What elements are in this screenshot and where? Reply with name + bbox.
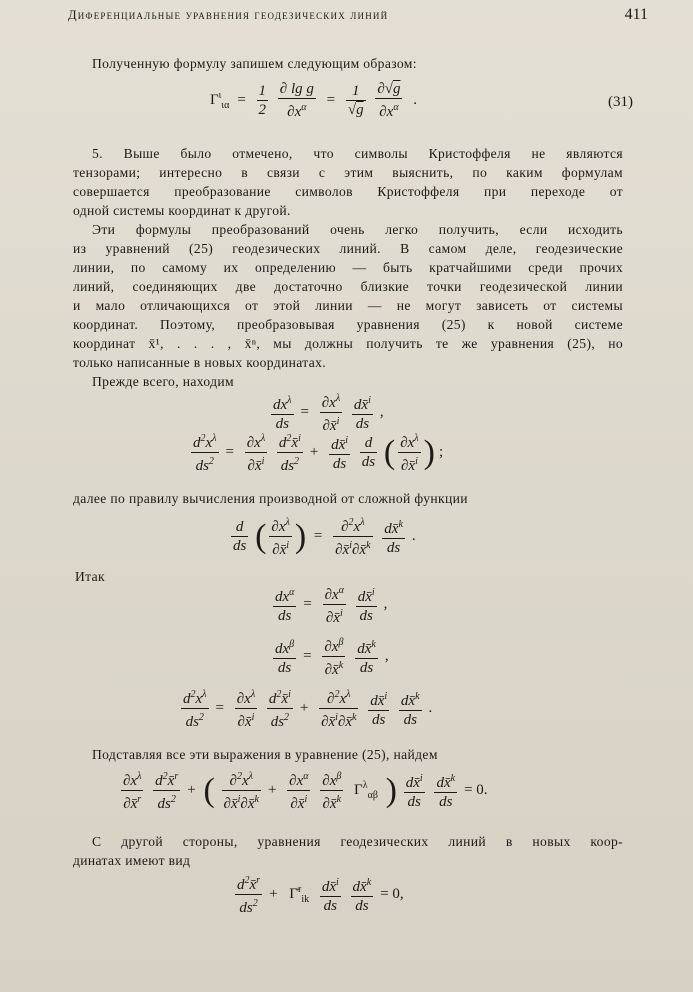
equation-31: $\Gamma^\iota_{\iota\alpha}$ = $\frac{1}{2}$ $\frac{\text{∂ lg g}}{\partial x^\alpha}$ = $\frac{1}{√g}$ $\frac{\partial√g}{\partial x^\alpha}$ . <box>210 81 417 120</box>
other-side-line: динатах имеют вид <box>73 853 191 868</box>
paragraph-5-line: 5. Выше было отмечено, что символы Кристоффеля не являются <box>92 146 623 161</box>
running-title: Диференциальные уравнения геодезических линий <box>68 8 389 22</box>
chain-rule-line: далее по правилу вычисления производной от сложной функции <box>73 491 468 506</box>
paragraph-6-line: из уравнений (25) геодезических линий. В самом деле, геодезические <box>73 241 623 256</box>
other-side-line: С другой стороны, уравнения геодезических линий в новых коор- <box>92 834 623 849</box>
equation-dx-beta: $\frac{dx^\beta}{ds}$ = $\frac{\partial x^\beta}{\partial x̄^k}$ $\frac{dx̄^k}{ds}$ , <box>275 637 389 678</box>
paragraph-6-line: координат x̄¹, . . . , x̄ⁿ, мы должны получить те же уравнения (25), но <box>73 336 623 351</box>
paragraph-5-line: совершается преобразование символов Кристоффеля при переходе от <box>73 184 623 199</box>
equation-31-number: (31) <box>608 94 633 110</box>
equation-dx-ds: $\frac{dx^\lambda}{ds}$ = $\frac{\partial x^\lambda}{\partial x̄^i}$ $\frac{dx̄^i}{ds}$ , <box>273 393 384 434</box>
paragraph-6-line: координат. Поэтому, преобразовывая уравнения (25) к новой системе <box>73 317 623 332</box>
paragraph-6-line: и мало отличающихся от этой линии — не могут зависеть от системы <box>73 298 623 313</box>
paragraph-5-line: одной системы координат к другой. <box>73 203 291 218</box>
itak-line: Итак <box>75 569 105 584</box>
running-header <box>68 8 648 23</box>
page-number: 411 <box>624 6 648 23</box>
equation-new-geodesic: $\frac{d^2x̄^r}{ds^2}$ + Γ̄$^r_{ik}$ $\frac{dx̄^i}{ds}$ $\frac{dx̄^k}{ds}$ = 0, <box>237 875 404 916</box>
paragraph-6-line: линий, соединяющих две достаточно близкие точки геодезической линии <box>73 279 623 294</box>
paragraph-5-line: тензорами; интересно в связи с этим выяснить, по каким формулам <box>73 165 623 180</box>
paragraph-6-line: Эти формулы преобразований очень легко получить, если исходить <box>92 222 623 237</box>
substituting-line: Подставляя все эти выражения в уравнение (25), найдем <box>92 747 438 762</box>
first-find-line: Прежде всего, находим <box>92 374 234 389</box>
paragraph-6-line: линии, по самому их определению — быть кратчайшими среди прочих <box>73 260 623 275</box>
intro-line: Полученную формулу запишем следующим образом: <box>92 56 417 71</box>
equation-dx-alpha: $\frac{dx^\alpha}{ds}$ = $\frac{\partial x^\alpha}{\partial x̄^i}$ $\frac{dx̄^i}{ds}$ , <box>275 585 388 626</box>
equation-derivative-of-jacobian: $\frac{d}{ds}$ ( $\frac{\partial x^\lambda}{\partial x̄^i}$ ) = $\frac{\partial^2x^\lambda}{\partial x̄^i\partial x̄^k}$ $\frac{dx̄^k}{ds}$ . <box>233 517 416 558</box>
equation-substituted: $\frac{\partial x^\lambda}{\partial x̄^r}$ $\frac{d^2x̄^r}{ds^2}$ + ( $\frac{\partial^2x^\lambda}{\partial x̄^i\partial x̄^k}$ + $\frac{\partial x^\alpha}{\partial x̄^i}$ $\frac{\partial x^\beta}{\partial x̄^k}$ $\Gamma^\lambda_{\alpha\beta}$ ) $\frac{dx̄^i}{ds}$ $\frac{dx̄^k}{ds}$ = 0. <box>123 771 488 812</box>
equation-d2x-ds2: $\frac{d^2x^\lambda}{ds^2}$ = $\frac{\partial x^\lambda}{\partial x̄^i}$ $\frac{d^2x̄^i}{ds^2}$ + $\frac{dx̄^i}{ds}$ $\frac{d}{ds}$ ( $\frac{\partial x^\lambda}{\partial x̄^i}$ ) ; <box>193 433 444 474</box>
equation-second-derivative: $\frac{d^2x^\lambda}{ds^2}$ = $\frac{\partial x^\lambda}{\partial x̄^i}$ $\frac{d^2x̄^i}{ds^2}$ + $\frac{\partial^2x^\lambda}{\partial x̄^i\partial x̄^k}$ $\frac{dx̄^i}{ds}$ $\frac{dx̄^k}{ds}$ . <box>183 689 433 730</box>
paragraph-6-line: только написанные в новых координатах. <box>73 355 327 370</box>
